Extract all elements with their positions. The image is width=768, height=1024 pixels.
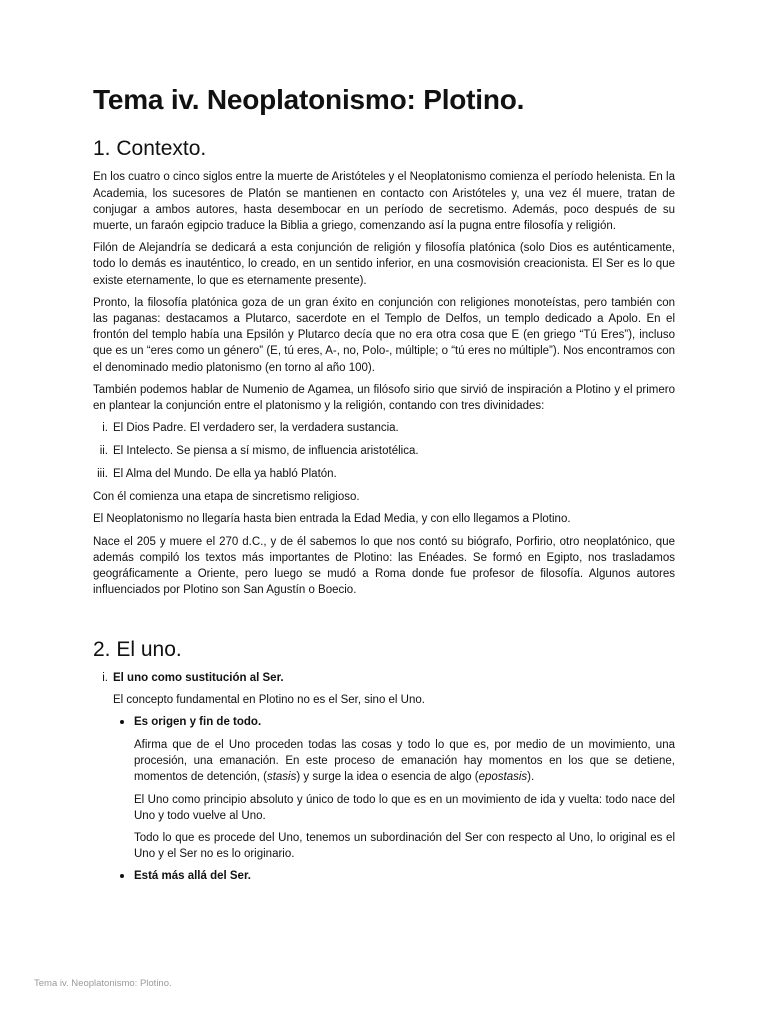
list-item [93,670,675,885]
bullet-icon [120,874,124,878]
paragraph: En los cuatro o cinco siglos entre la muerte de Aristóteles y el Neoplatonismo comienza el período helenista. En la Academia, los sucesores de Platón se mantienen en contacto con Aristóteles y, una vez él muere, tratan de conjugar a ambos autores, hasta desembocar en un período de secretismo. Además, poco después de su muerte, un faraón egipcio traduce la Biblia a griego, comenzando así la pugna entre filosofía y religión. [93,171,675,233]
list-item-text: El Dios Padre. El verdadero ser, la verdadera sustancia. [113,422,399,435]
list-marker: ii. [99,445,108,458]
list-item [93,443,675,459]
subsection-heading: El uno como sustitución al Ser. [113,671,284,684]
list-marker: iii. [97,468,108,481]
section-heading-el-uno: 2. El uno. [93,637,182,661]
term-stasis: stasis [266,771,297,784]
paragraph: El Neoplatonismo no llegaría hasta bien entrada la Edad Media, y con ello llegamos a Plotino. [93,513,571,526]
text-run: ). [527,771,535,784]
paragraph: El concepto fundamental en Plotino no es el Ser, sino el Uno. [113,693,425,706]
bullet-item [113,868,675,884]
list-item-text: El Intelecto. Se piensa a sí mismo, de influencia aristotélica. [113,445,419,458]
list-item-text: El Alma del Mundo. De ella ya habló Platón. [113,468,337,481]
paragraph: Filón de Alejandría se dedicará a esta conjunción de religión y filosofía platónica (solo Dios es auténticamente, todo lo demás es inauténtico, lo creado, en un sentido inferior, en una cosmovisión creacionista. El Ser es lo que existe eternamente, lo que es eternamente presente). [93,242,675,287]
text-run: ) y surge la idea o esencia de algo ( [296,771,479,784]
section-heading-contexto: 1. Contexto. [93,137,207,161]
bullet-heading: Es origen y fin de todo. [134,715,262,728]
bullet-item [113,714,675,862]
bullet-icon [120,720,124,724]
bullet-heading: Está más allá del Ser. [134,870,251,883]
term-epostasis: epostasis [478,771,528,784]
document-page [93,84,675,891]
paragraph: Todo lo que es procede del Uno, tenemos un subordinación del Ser con respecto al Uno, lo original es el Uno y el Ser no es lo originario. [134,831,675,861]
list-marker: i. [102,422,108,435]
page-title: Tema iv. Neoplatonismo: Plotino. [93,84,525,115]
paragraph [134,737,675,786]
paragraph: Nace el 205 y muere el 270 d.C., y de él sabemos lo que nos contó su biógrafo, Porfirio, otro neoplatónico, que además compiló los textos más importantes de Plotino: las Enéades. Se formó en Egipto, nos trasladamos geográficamente a Oriente, pero luego se mudó a Roma donde fue profesor de filosofía. Algunos autores influenciados por Plotino son San Agustín o Boecio. [93,535,675,597]
list-marker: i. [102,671,108,684]
divinities-list [93,420,675,482]
text-run: Afirma que de el Uno proceden todas las cosas y todo lo que es, por medio de un movimiento, una procesión, una emanación. En este proceso de emanación hay momentos en los que se detiene, momentos de detención, ( [134,738,675,784]
list-item [93,466,675,482]
paragraph: El Uno como principio absoluto y único de todo lo que es en un movimiento de ida y vuelta: todo nace del Uno y todo vuelve al Uno. [134,793,675,822]
list-item [93,420,675,436]
paragraph: También podemos hablar de Numenio de Agamea, un filósofo sirio que sirvió de inspiración a Plotino y el primero en plantear la conjunción entre el platonismo y la religión, contando con tres divinidades: [93,383,675,413]
paragraph: Con él comienza una etapa de sincretismo religioso. [93,491,360,504]
uno-list [93,670,675,885]
bullet-list [113,714,675,884]
page-footer: Tema iv. Neoplatonismo: Plotino. [34,978,172,989]
paragraph: Pronto, la filosofía platónica goza de un gran éxito en conjunción con religiones monoteístas, pero también con las paganas: destacamos a Plutarco, sacerdote en el Templo de Delfos, un templo dedicado a Apolo. En el frontón del templo había una Epsilón y Plutarco decía que no era otra cosa que E (en griego “Tú Eres”), incluso que es un “eres como un género” (E, tú eres, A-, no, Polo-, múltiple; o “tú eres no múltiple”). Nos encontramos con el denominado medio platonismo (en torno al año 100). [93,296,675,374]
